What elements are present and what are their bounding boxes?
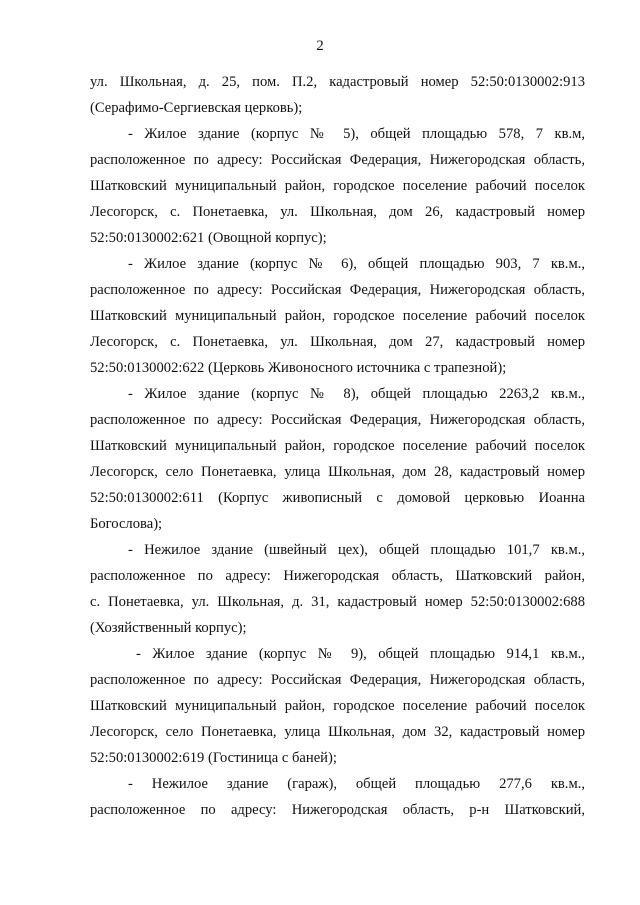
- document-body: [90, 69, 585, 823]
- text-line: 52:50:0130002:621 (Овощной корпус);: [90, 230, 327, 246]
- text-line: Лесогорск, с. Понетаевка, ул. Школьная, дом 27, кадастровый номер: [90, 334, 585, 350]
- paragraph: [90, 641, 585, 771]
- text-line: расположенное по адресу: Российская Федерация, Нижегородская область,: [90, 282, 585, 298]
- text-line: расположенное по адресу: Нижегородская область, р-н Шатковский,: [90, 802, 585, 818]
- text-line: 52:50:0130002:619 (Гостиница с баней);: [90, 750, 337, 766]
- paragraph: [90, 771, 585, 823]
- text-line: Шатковский муниципальный район, городское поселение рабочий поселок: [90, 438, 585, 454]
- text-line: - Нежилое здание (гараж), общей площадью 277,6 кв.м.,: [128, 776, 585, 792]
- text-line: Лесогорск, с. Понетаевка, ул. Школьная, дом 26, кадастровый номер: [90, 204, 585, 220]
- text-line: с. Понетаевка, ул. Школьная, д. 31, кадастровый номер 52:50:0130002:688: [90, 594, 585, 610]
- text-line: расположенное по адресу: Нижегородская область, Шатковский район,: [90, 568, 585, 584]
- paragraph: [90, 381, 585, 537]
- paragraph: [90, 121, 585, 251]
- text-line: (Хозяйственный корпус);: [90, 620, 247, 636]
- paragraph: [90, 251, 585, 381]
- text-line: Шатковский муниципальный район, городское поселение рабочий поселок: [90, 308, 585, 324]
- text-line: - Жилое здание (корпус № 5), общей площадью 578, 7 кв.м,: [128, 126, 585, 142]
- text-line: - Нежилое здание (швейный цех), общей площадью 101,7 кв.м.,: [128, 542, 585, 558]
- text-line: расположенное по адресу: Российская Федерация, Нижегородская область,: [90, 152, 585, 168]
- paragraph: [90, 537, 585, 641]
- text-line: - Жилое здание (корпус № 9), общей площадью 914,1 кв.м.,: [136, 646, 585, 662]
- text-line: расположенное по адресу: Российская Федерация, Нижегородская область,: [90, 412, 585, 428]
- text-line: Богослова);: [90, 516, 163, 532]
- page-number: 2: [316, 38, 324, 54]
- text-line: расположенное по адресу: Российская Федерация, Нижегородская область,: [90, 672, 585, 688]
- text-line: - Жилое здание (корпус № 6), общей площадью 903, 7 кв.м.,: [128, 256, 585, 272]
- text-line: Лесогорск, село Понетаевка, улица Школьная, дом 32, кадастровый номер: [90, 724, 585, 740]
- text-line: 52:50:0130002:622 (Церковь Живоносного источника с трапезной);: [90, 360, 507, 376]
- text-line: Шатковский муниципальный район, городское поселение рабочий поселок: [90, 178, 585, 194]
- text-line: Шатковский муниципальный район, городское поселение рабочий поселок: [90, 698, 585, 714]
- text-line: Лесогорск, село Понетаевка, улица Школьная, дом 28, кадастровый номер: [90, 464, 585, 480]
- paragraph: [90, 69, 585, 121]
- text-line: - Жилое здание (корпус № 8), общей площадью 2263,2 кв.м.,: [128, 386, 585, 402]
- text-line: 52:50:0130002:611 (Корпус живописный с домовой церковью Иоанна: [90, 490, 585, 506]
- text-line: ул. Школьная, д. 25, пом. П.2, кадастровый номер 52:50:0130002:913: [90, 74, 585, 90]
- text-line: (Серафимо-Сергиевская церковь);: [90, 100, 303, 116]
